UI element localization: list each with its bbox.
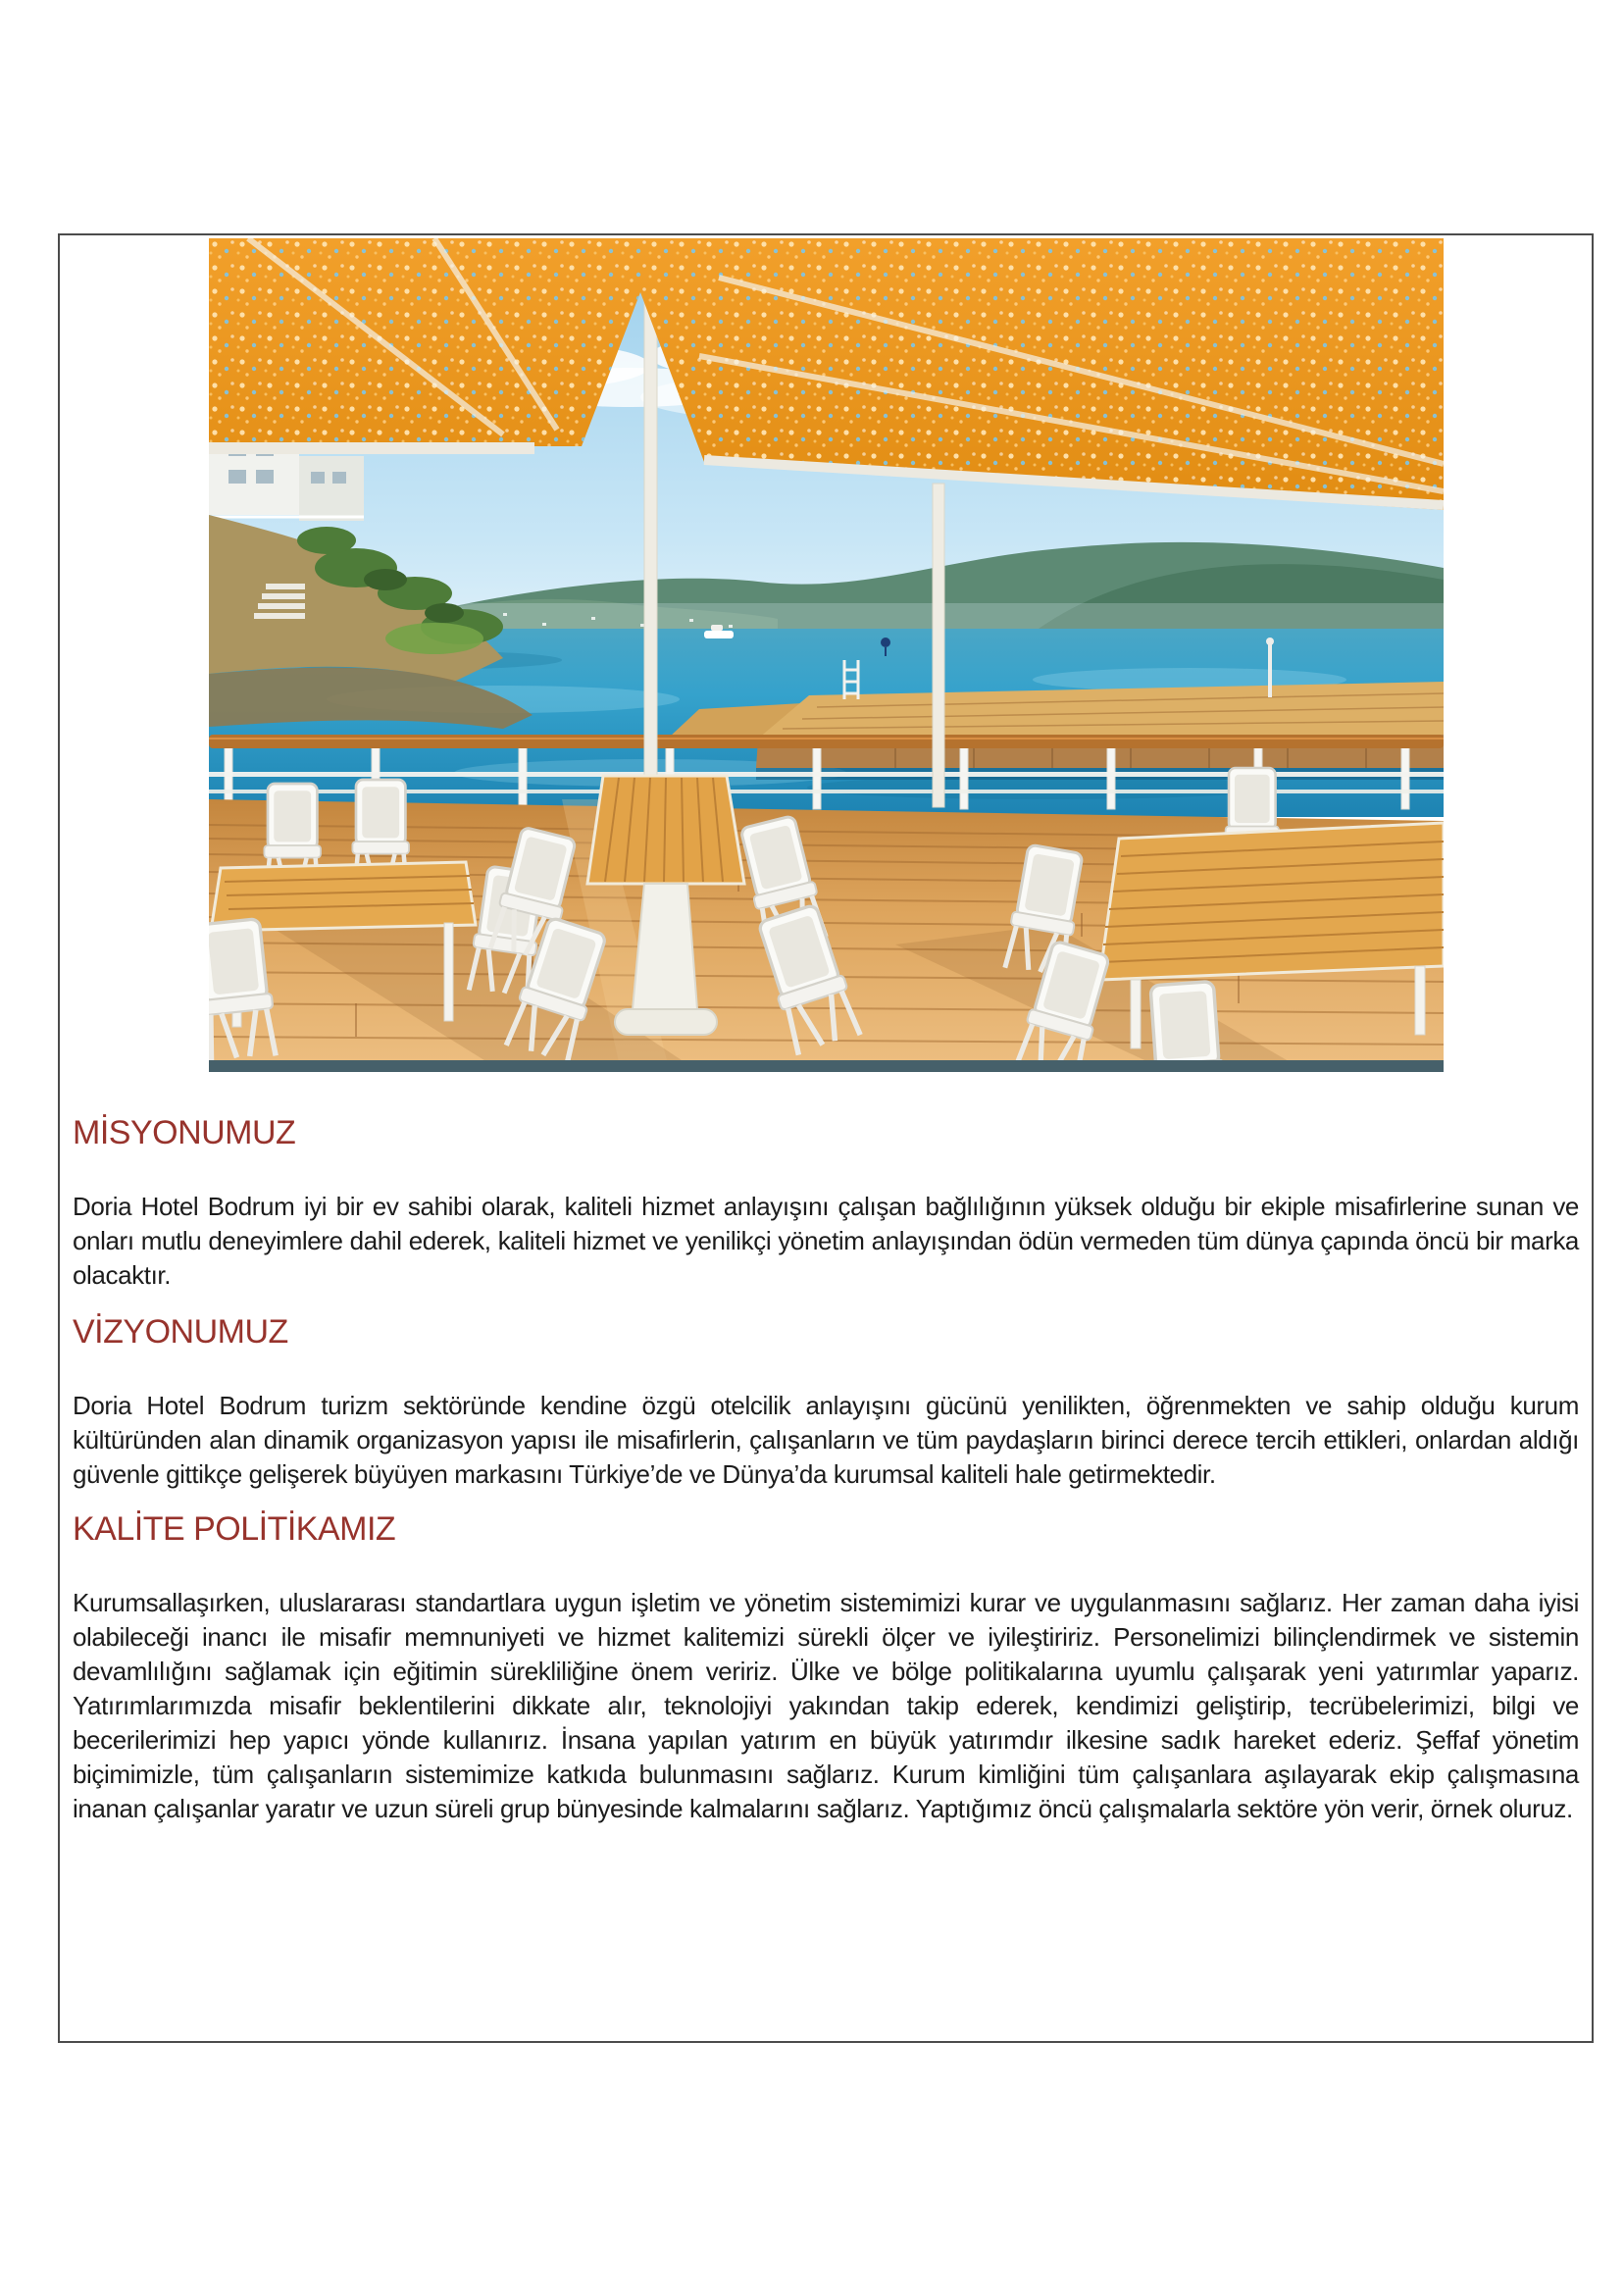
paragraph-quality-policy: Kurumsallaşırken, uluslararası standartlara uygun işletim ve yönetim sistemimizi kurar ve uygulanmasını sağlarız. Her zaman daha iyisi olabileceği inancı ile misafir memnuniyeti ve hizmet kalitemizi sürekli ölçer ve iyileştiririz. Personelimizi bilinçlendirmek ve sistemin devamlılığını sağlamak için eğitimin sürekliliğine önem veririz. Ülke ve bölge politikalarına uyumlu çalışarak yeni yatırımlar yaparız. Yatırımlarımızda misafir beklentilerini dikkate alır, teknolojiyi yakından takip ederek, kendimizi geliştirip, tecrübelerimizi, bilgi ve becerilerimizi hep yapıcı yönde kullanırız. İnsana yapılan yatırım en büyük yatırımdır ilkesine sadık hareket ederiz. Şeffaf yönetim biçimimizle, tüm çalışanların sistemimize katkıda bulunmasını sağlarız. Kurum kimliğini tüm çalışanlara aşılayarak ekip çalışmasına inanan çalışanlar yaratır ve uzun süreli grup bünyesinde kalmalarını sağlarız. Yaptığımız öncü çalışmalarla sektöre yön verir, örnek oluruz. xyxy=(73,1588,1579,1823)
heading-mission: MİSYONUMUZ xyxy=(73,1114,296,1151)
hotel-terrace-photo xyxy=(209,238,1444,1072)
support-post-center xyxy=(644,293,657,784)
document-body xyxy=(60,1113,1592,1826)
photo-bottom-edge xyxy=(209,1060,1444,1072)
document-page-frame xyxy=(58,233,1594,2043)
heading-vision: VİZYONUMUZ xyxy=(73,1313,288,1351)
paragraph-mission: Doria Hotel Bodrum iyi bir ev sahibi olarak, kaliteli hizmet anlayışını çalışan bağlılığının yüksek olduğu bir ekiple misafirlerine sunan ve onları mutlu deneyimlere dahil ederek, kaliteli hizmet ve yenilikçi yönetim anlayışından ödün vermeden tüm dünya çapında öncü bir marka olacaktır. xyxy=(73,1192,1579,1290)
paragraph-vision: Doria Hotel Bodrum turizm sektöründe kendine özgü otelcilik anlayışını gücünü yenilikten, öğrenmekten ve sahip olduğu kurum kültüründen alan dinamik organizasyon yapısı ile misafirlerin, çalışanların ve tüm paydaşların birinci derece tercih ettikleri, onlardan aldığı güvenle gittikçe gelişerek büyüyen markasını Türkiye’de ve Dünya’da kurumsal kaliteli hale getirmektedir. xyxy=(73,1391,1579,1489)
heading-quality-policy: KALİTE POLİTİKAMIZ xyxy=(73,1510,396,1548)
support-post-right xyxy=(933,484,944,807)
